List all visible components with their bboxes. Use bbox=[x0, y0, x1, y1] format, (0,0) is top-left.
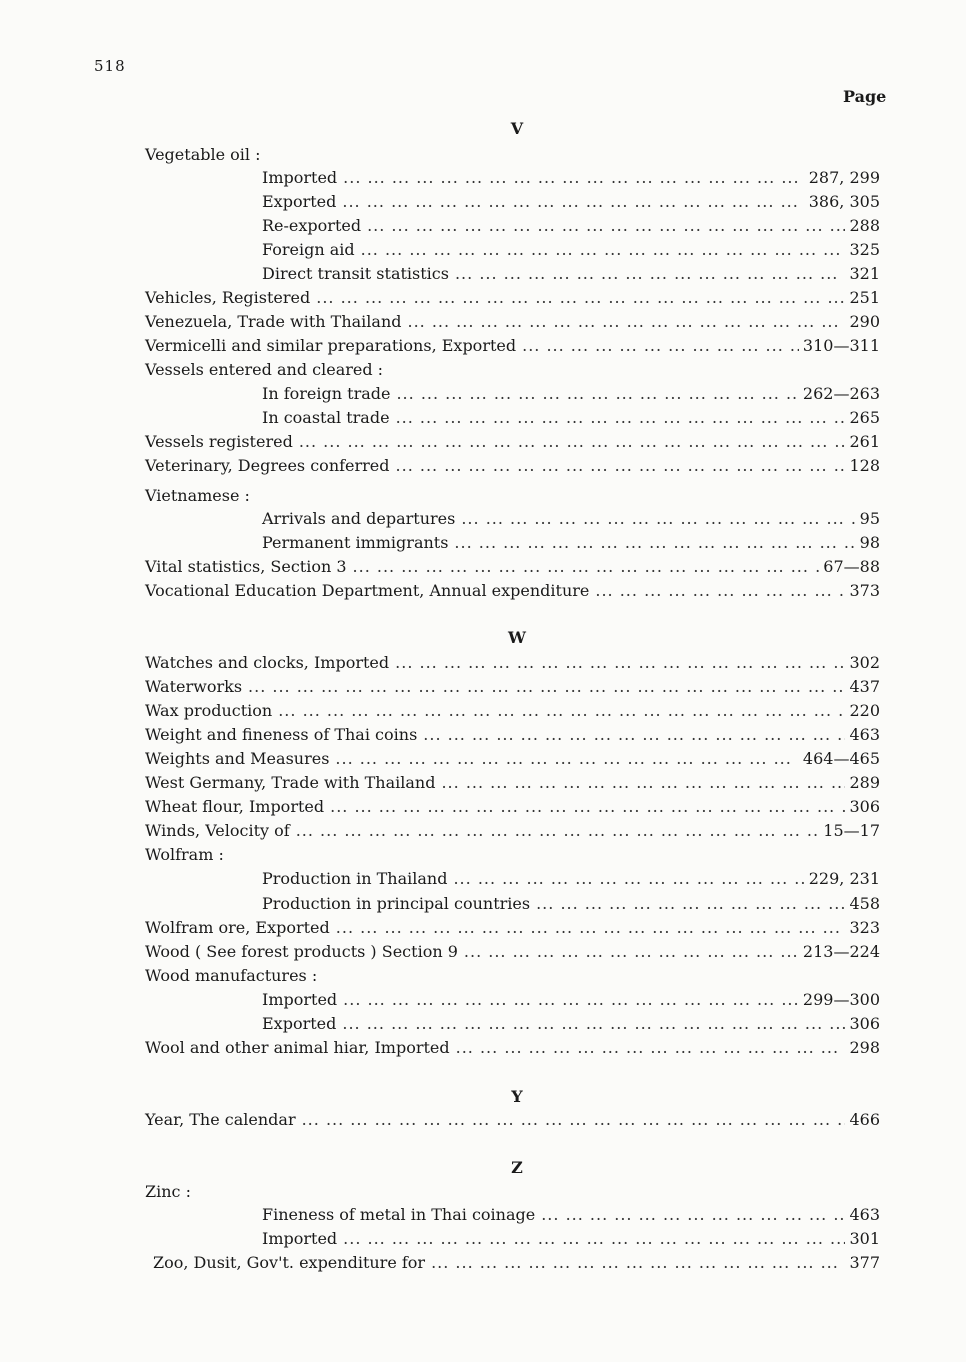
index-entry bbox=[262, 192, 880, 214]
entry-label: Veterinary, Degrees conferred bbox=[145, 456, 390, 475]
entry-label: Wolfram ore, Exported bbox=[145, 918, 330, 937]
leader-dots bbox=[278, 701, 845, 720]
entry-page: 306 bbox=[849, 797, 880, 816]
entry-label: Watches and clocks, Imported bbox=[145, 653, 390, 672]
leader-dots bbox=[464, 942, 799, 961]
leader-dots bbox=[431, 1253, 845, 1272]
entry-page: 265 bbox=[849, 408, 880, 427]
leader-dots bbox=[336, 918, 846, 937]
index-entry bbox=[145, 456, 880, 478]
index-entry bbox=[145, 918, 880, 940]
entry-label: Wheat flour, Imported bbox=[145, 797, 325, 816]
entry-page: 261 bbox=[849, 432, 880, 451]
index-entry bbox=[145, 701, 880, 723]
entry-page: 289 bbox=[849, 773, 880, 792]
leader-dots bbox=[396, 456, 846, 475]
index-entry bbox=[262, 894, 880, 916]
leader-dots bbox=[453, 869, 804, 888]
leader-dots bbox=[396, 408, 846, 427]
entry-label: Arrivals and departures bbox=[262, 509, 456, 528]
index-heading: Vessels entered and cleared : bbox=[145, 360, 384, 379]
leader-dots bbox=[343, 168, 805, 187]
entry-label: Vermicelli and similar preparations, Exported bbox=[145, 336, 517, 355]
entry-label: Imported bbox=[262, 990, 338, 1009]
leader-dots bbox=[395, 653, 845, 672]
page-column-label: Page bbox=[843, 87, 887, 106]
entry-page: 128 bbox=[849, 456, 880, 475]
leader-dots bbox=[302, 1110, 846, 1129]
entry-label: Fineness of metal in Thai coinage bbox=[262, 1205, 536, 1224]
leader-dots bbox=[316, 288, 845, 307]
index-entry bbox=[262, 869, 880, 891]
leader-dots bbox=[456, 1038, 846, 1057]
index-entry bbox=[145, 725, 880, 747]
entry-label: In foreign trade bbox=[262, 384, 391, 403]
leader-dots bbox=[248, 677, 845, 696]
leader-dots bbox=[396, 384, 798, 403]
index-entry bbox=[145, 821, 880, 843]
entry-label: Re-exported bbox=[262, 216, 362, 235]
entry-page: 323 bbox=[849, 918, 880, 937]
section-letter: Y bbox=[511, 1087, 523, 1106]
leader-dots bbox=[423, 725, 845, 744]
entry-label: Wood ( See forest products ) Section 9 bbox=[145, 942, 458, 961]
index-entry bbox=[262, 240, 880, 262]
leader-dots bbox=[595, 581, 845, 600]
leader-dots bbox=[441, 773, 845, 792]
index-entry bbox=[145, 653, 880, 675]
entry-label: Weights and Measures bbox=[145, 749, 330, 768]
index-entry bbox=[262, 1229, 880, 1251]
entry-page: 288 bbox=[849, 216, 880, 235]
index-entry bbox=[262, 533, 880, 555]
entry-label: Exported bbox=[262, 192, 337, 211]
index-entry bbox=[145, 312, 880, 334]
entry-page: 302 bbox=[849, 653, 880, 672]
entry-label: Zoo, Dusit, Gov't. expenditure for bbox=[153, 1253, 426, 1272]
index-heading: Wood manufactures : bbox=[145, 966, 318, 985]
entry-page: 262—263 bbox=[802, 384, 880, 403]
index-entry bbox=[262, 1014, 880, 1036]
entry-page: 310—311 bbox=[802, 336, 880, 355]
leader-dots bbox=[342, 192, 804, 211]
entry-page: 287, 299 bbox=[808, 168, 880, 187]
entry-label: Permanent immigrants bbox=[262, 533, 449, 552]
entry-page: 299—300 bbox=[802, 990, 880, 1009]
entry-page: 15—17 bbox=[823, 821, 880, 840]
entry-page: 251 bbox=[849, 288, 880, 307]
entry-page: 464—465 bbox=[802, 749, 880, 768]
leader-dots bbox=[407, 312, 845, 331]
leader-dots bbox=[361, 240, 846, 259]
entry-page: 301 bbox=[849, 1229, 880, 1248]
index-heading: Vegetable oil : bbox=[145, 145, 261, 164]
entry-page: 458 bbox=[849, 894, 880, 913]
entry-page: 466 bbox=[849, 1110, 880, 1129]
entry-page: 67—88 bbox=[823, 557, 880, 576]
index-entry bbox=[145, 773, 880, 795]
entry-label: Year, The calendar bbox=[145, 1110, 296, 1129]
leader-dots bbox=[367, 216, 845, 235]
entry-label: Imported bbox=[262, 168, 338, 187]
leader-dots bbox=[330, 797, 845, 816]
entry-label: In coastal trade bbox=[262, 408, 390, 427]
index-heading: Zinc : bbox=[145, 1182, 191, 1201]
section-letter: W bbox=[508, 628, 526, 647]
entry-label: Foreign aid bbox=[262, 240, 355, 259]
entry-page: 325 bbox=[849, 240, 880, 259]
leader-dots bbox=[342, 1014, 845, 1033]
index-entry bbox=[262, 216, 880, 238]
leader-dots bbox=[461, 509, 855, 528]
section-letter: V bbox=[510, 119, 524, 138]
leader-dots bbox=[343, 990, 799, 1009]
entry-page: 306 bbox=[849, 1014, 880, 1033]
leader-dots bbox=[455, 264, 845, 283]
leader-dots bbox=[454, 533, 855, 552]
section-letter: Z bbox=[511, 1158, 523, 1177]
entry-page: 298 bbox=[849, 1038, 880, 1057]
index-entry bbox=[262, 264, 880, 286]
entry-page: 437 bbox=[849, 677, 880, 696]
entry-page: 386, 305 bbox=[808, 192, 880, 211]
index-entry bbox=[262, 168, 880, 190]
index-entry bbox=[145, 749, 880, 771]
entry-label: Vessels registered bbox=[145, 432, 293, 451]
entry-label: Production in principal countries bbox=[262, 894, 531, 913]
index-entry bbox=[262, 408, 880, 430]
entry-label: Winds, Velocity of bbox=[145, 821, 290, 840]
entry-label: Vehicles, Registered bbox=[145, 288, 311, 307]
leader-dots bbox=[536, 894, 845, 913]
index-entry bbox=[262, 990, 880, 1012]
entry-label: Venezuela, Trade with Thailand bbox=[145, 312, 402, 331]
index-entry bbox=[262, 1205, 880, 1227]
index-entry bbox=[262, 384, 880, 406]
index-entry bbox=[153, 1253, 880, 1275]
index-entry bbox=[145, 1110, 880, 1132]
index-entry bbox=[145, 288, 880, 310]
leader-dots bbox=[541, 1205, 845, 1224]
entry-label: Imported bbox=[262, 1229, 338, 1248]
index-entry bbox=[145, 1038, 880, 1060]
entry-page: 373 bbox=[849, 581, 880, 600]
entry-label: Wax production bbox=[145, 701, 273, 720]
entry-page: 98 bbox=[859, 533, 880, 552]
entry-page: 463 bbox=[849, 1205, 880, 1224]
entry-label: West Germany, Trade with Thailand bbox=[145, 773, 436, 792]
entry-label: Exported bbox=[262, 1014, 337, 1033]
index-entry bbox=[145, 336, 880, 358]
page-number: 518 bbox=[94, 57, 126, 75]
index-entry bbox=[145, 581, 880, 603]
entry-page: 290 bbox=[849, 312, 880, 331]
leader-dots bbox=[299, 432, 846, 451]
leader-dots bbox=[343, 1229, 845, 1248]
entry-page: 95 bbox=[859, 509, 880, 528]
entry-label: Weight and fineness of Thai coins bbox=[145, 725, 418, 744]
index-heading: Vietnamese : bbox=[145, 486, 250, 505]
entry-page: 321 bbox=[849, 264, 880, 283]
entry-page: 220 bbox=[849, 701, 880, 720]
index-entry bbox=[262, 509, 880, 531]
entry-label: Vital statistics, Section 3 bbox=[145, 557, 347, 576]
index-heading: Wolfram : bbox=[145, 845, 224, 864]
index-entry bbox=[145, 432, 880, 454]
leader-dots bbox=[335, 749, 799, 768]
entry-label: Production in Thailand bbox=[262, 869, 448, 888]
leader-dots bbox=[522, 336, 799, 355]
entry-label: Waterworks bbox=[145, 677, 243, 696]
entry-label: Direct transit statistics bbox=[262, 264, 449, 283]
entry-page: 377 bbox=[849, 1253, 880, 1272]
index-entry bbox=[145, 797, 880, 819]
entry-page: 463 bbox=[849, 725, 880, 744]
leader-dots bbox=[353, 557, 820, 576]
entry-label: Vocational Education Department, Annual expenditure bbox=[145, 581, 590, 600]
entry-page: 229, 231 bbox=[808, 869, 880, 888]
index-entry bbox=[145, 557, 880, 579]
leader-dots bbox=[296, 821, 820, 840]
index-entry bbox=[145, 677, 880, 699]
entry-label: Wool and other animal hiar, Imported bbox=[145, 1038, 450, 1057]
index-entry bbox=[145, 942, 880, 964]
entry-page: 213—224 bbox=[802, 942, 880, 961]
